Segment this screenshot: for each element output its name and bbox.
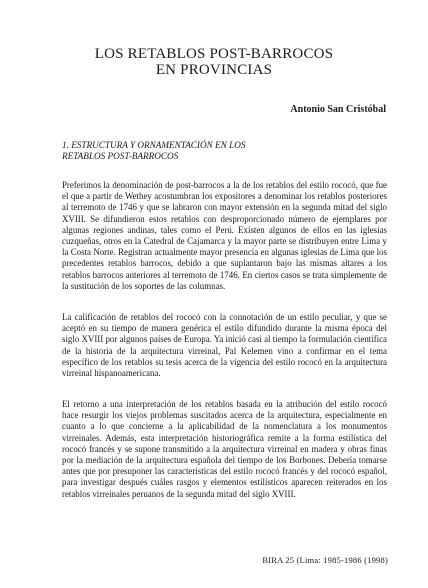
article-title [0, 46, 428, 78]
section-heading-line-1: 1. ESTRUCTURA Y ORNAMENTACIÓN EN LOS [62, 140, 246, 150]
section-heading-line-2: RETABLOS POST-BARROCOS [62, 151, 179, 161]
title-line-2: EN PROVINCIAS [155, 62, 273, 78]
author-name: Antonio San Cristóbal [290, 104, 386, 115]
body-paragraph: Preferimos la denominación de post-barrocos a la de los retablos del estilo rococó, que fue el que a partir de Wethey acostumbran los expositores a denominar los retablos posteriores al terremoto de 1746 y que se labraron con mayor extensión en la segunda mitad del siglo XVIII. Se difundieron estos retablos con desproporcionado número de ejemplares por algunas regiones andinas, tales como el Perú. Existen algunos de ellos en las iglesias cuzqueñas, otros en la Catedral de Cajamarca y la mayor parte se distribuyen entre Lima y la Costa Norte. Registran actualmente mayor presencia en algunas iglesias de Lima que los precedentes retablos barrocos, debido a que suplantaron bajo las mismas altares a los retablos barrocos anteriores al terremoto de 1746. En ciertos casos se trata simplemente de la sustitución de los soportes de las columnas. [62, 180, 387, 291]
body-paragraph: La calificación de retablos del rococó con la connotación de un estilo peculiar, y que se aceptó en su tiempo de manera genérica el estilo difundido durante la misma época del siglo XVIII por algunos países de Europa. Ya inició casi al tiempo la formulación científica de la historia de la arquitectura virreinal, Pal Kelemen vino a confirmar en el tema específico de los retablos su tesis acerca de la vigencia del estilo rococó en la arquitectura virreinal hispanoamericana. [62, 312, 387, 379]
page-footer-citation: BIRA 25 (Lima: 1985-1986 (1998) [262, 555, 388, 565]
section-heading [62, 140, 362, 162]
body-paragraph: El retorno a una interpretación de los retablos basada en la atribución del estilo rococó hace resurgir los viejos problemas suscitados acerca de la arquitectura, especialmente en cuanto a lo que concierne a la aplicabilidad de la nomenclatura a los monumentos virreinales. Además, esta interpretación historiográfica remite a la forma estilística del rococó francés y se supone transmitido a la arquitectura virreinal en madera y obras finas por la mediación de la arquitectura española del tiempo de los Borbones. Debería tomarse antes que por presuponer las características del estilo rococó francés y del rococó español, para investigar después cuáles rasgos y elementos estilísticos aparecen reiterados en los retablos virreinales peruanos de la segunda mitad del siglo XVIII. [62, 399, 387, 499]
title-line-1: LOS RETABLOS POST-BARROCOS [94, 46, 334, 62]
